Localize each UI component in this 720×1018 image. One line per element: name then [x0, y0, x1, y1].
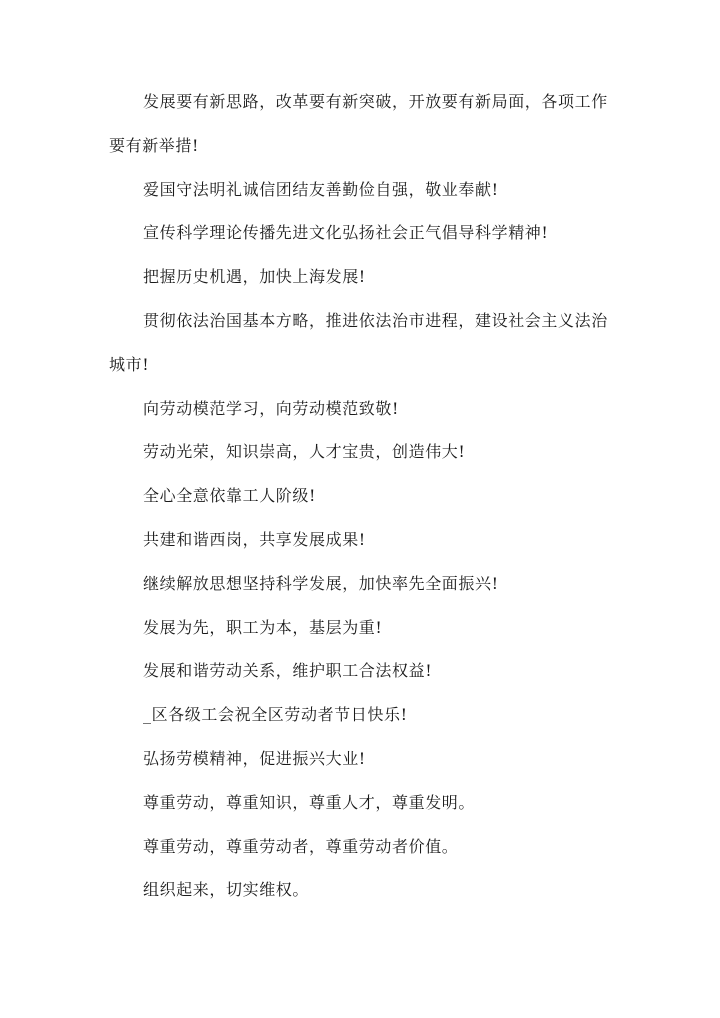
paragraph: _区各级工会祝全区劳动者节日快乐!: [143, 705, 408, 725]
paragraph: 贯彻依法治国基本方略，推进依法治市进程，建设社会主义法治城市!: [109, 310, 608, 374]
paragraph: 继续解放思想坚持科学发展，加快率先全面振兴!: [143, 573, 499, 593]
paragraph: 爱国守法明礼诚信团结友善勤俭自强，敬业奉献!: [143, 179, 499, 199]
paragraph: 全心全意依靠工人阶级!: [143, 486, 317, 506]
document-body: [109, 80, 619, 912]
paragraph: 尊重劳动，尊重知识，尊重人才，尊重发明。: [143, 792, 476, 812]
paragraph: 组织起来，切实维权。: [143, 880, 310, 900]
paragraph: 共建和谐西岗，共享发展成果!: [143, 529, 366, 549]
paragraph: 尊重劳动，尊重劳动者，尊重劳动者价值。: [143, 836, 459, 856]
paragraph: 劳动光荣，知识崇高，人才宝贵，创造伟大!: [143, 442, 466, 462]
paragraph: 发展为先，职工为本，基层为重!: [143, 617, 383, 637]
paragraph: 弘扬劳模精神，促进振兴大业!: [143, 748, 366, 768]
paragraph: 宣传科学理论传播先进文化弘扬社会正气倡导科学精神!: [143, 223, 549, 243]
paragraph: 发展和谐劳动关系，维护职工合法权益!: [143, 661, 433, 681]
paragraph: 发展要有新思路，改革要有新突破，开放要有新局面，各项工作要有新举措!: [109, 92, 608, 155]
paragraph: 向劳动模范学习，向劳动模范致敬!: [143, 398, 400, 418]
paragraph: 把握历史机遇，加快上海发展!: [143, 267, 366, 287]
